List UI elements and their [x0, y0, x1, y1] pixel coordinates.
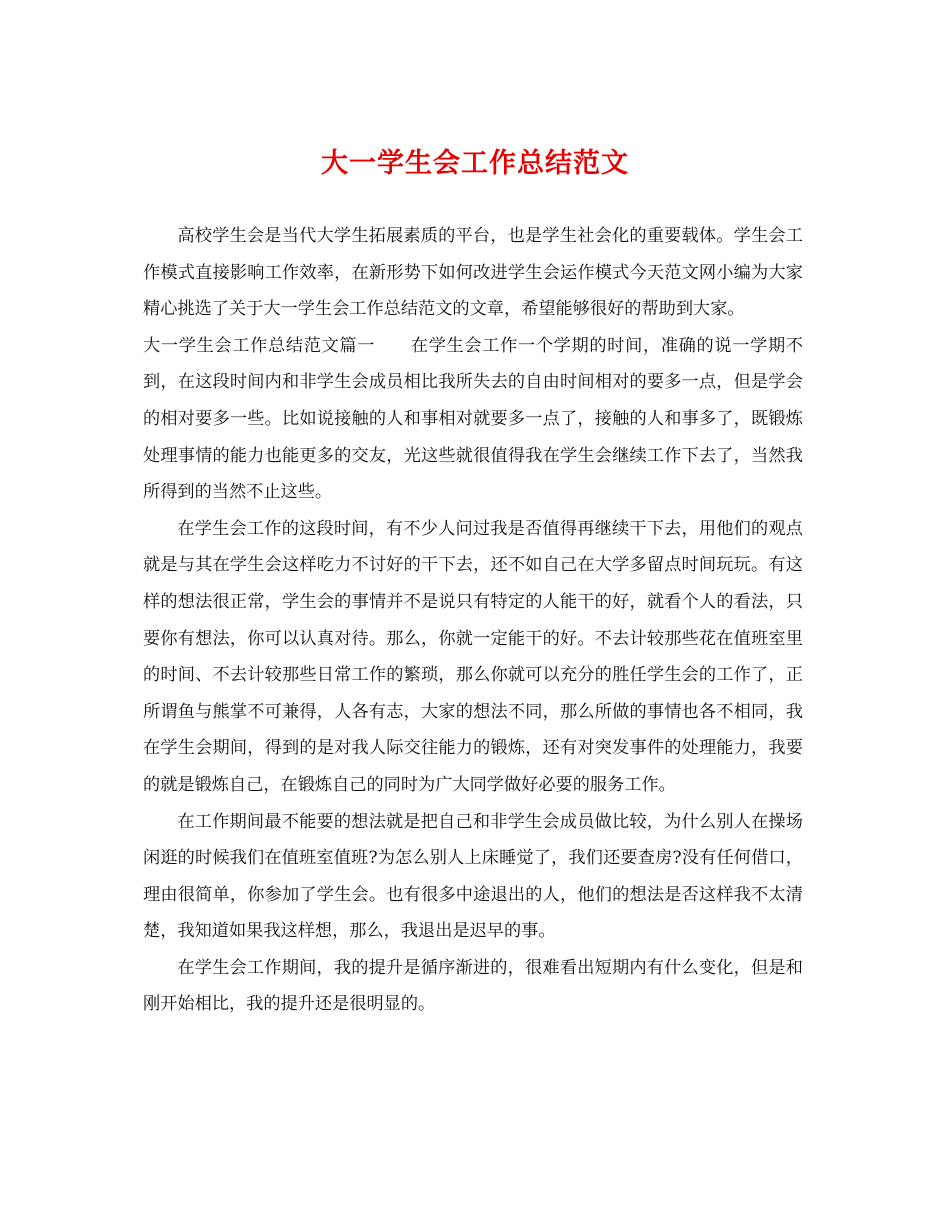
intro-paragraph: 高校学生会是当代大学生拓展素质的平台，也是学生社会化的重要载体。学生会工作模式直接影响工作效率，在新形势下如何改进学生会运作模式今天范文网小编为大家精心挑选了关于大一学生会工作总结范文的文章，希望能够很好的帮助到大家。	[143, 226, 803, 320]
section-heading: 大一学生会工作总结范文篇一	[143, 335, 376, 356]
body-paragraph: 在学生会工作的这段时间，有不少人问过我是否值得再继续干下去，用他们的观点就是与其在学生会这样吃力不讨好的干下去，还不如自己在大学多留点时间玩玩。有这样的想法很正常，学生会的事情并不是说只有特定的人能干的好，就看个人的看法，只要你有想法，你可以认真对待。那么，你就一定能干的好。不去计较那些花在值班室里的时间、不去计较那些日常工作的繁琐，那么你就可以充分的胜任学生会的工作了，正所谓鱼与熊掌不可兼得，人各有志，大家的想法不同，那么所做的事情也各不相同，我在学生会期间，得到的是对我人际交往能力的锻炼，还有对突发事件的处理能力，我要的就是锻炼自己，在锻炼自己的同时为广大同学做好必要的服务工作。	[143, 518, 803, 795]
document-title: 大一学生会工作总结范文	[321, 148, 629, 179]
section-one-paragraph	[143, 328, 803, 511]
section-one-text: 在学生会工作一个学期的时间，准确的说一学期不到，在这段时间内和非学生会成员相比我所失去的自由时间相对的要多一点，但是学会的相对要多一些。比如说接触的人和事相对就要多一点了，接触的人和事多了，既锻炼处理事情的能力也能更多的交友，光这些就很值得我在学生会继续工作下去了，当然我所得到的当然不止这些。	[143, 335, 803, 503]
body-paragraph: 在工作期间最不能要的想法就是把自己和非学生会成员做比较，为什么别人在操场闲逛的时候我们在值班室值班?为怎么别人上床睡觉了，我们还要查房?没有任何借口，理由很简单，你参加了学生会。也有很多中途退出的人，他们的想法是否这样我不太清楚，我知道如果我这样想，那么，我退出是迟早的事。	[143, 811, 803, 942]
document-body	[143, 218, 803, 1023]
body-paragraph: 在学生会工作期间，我的提升是循序渐进的，很难看出短期内有什么变化，但是和刚开始相比，我的提升还是很明显的。	[143, 957, 803, 1015]
